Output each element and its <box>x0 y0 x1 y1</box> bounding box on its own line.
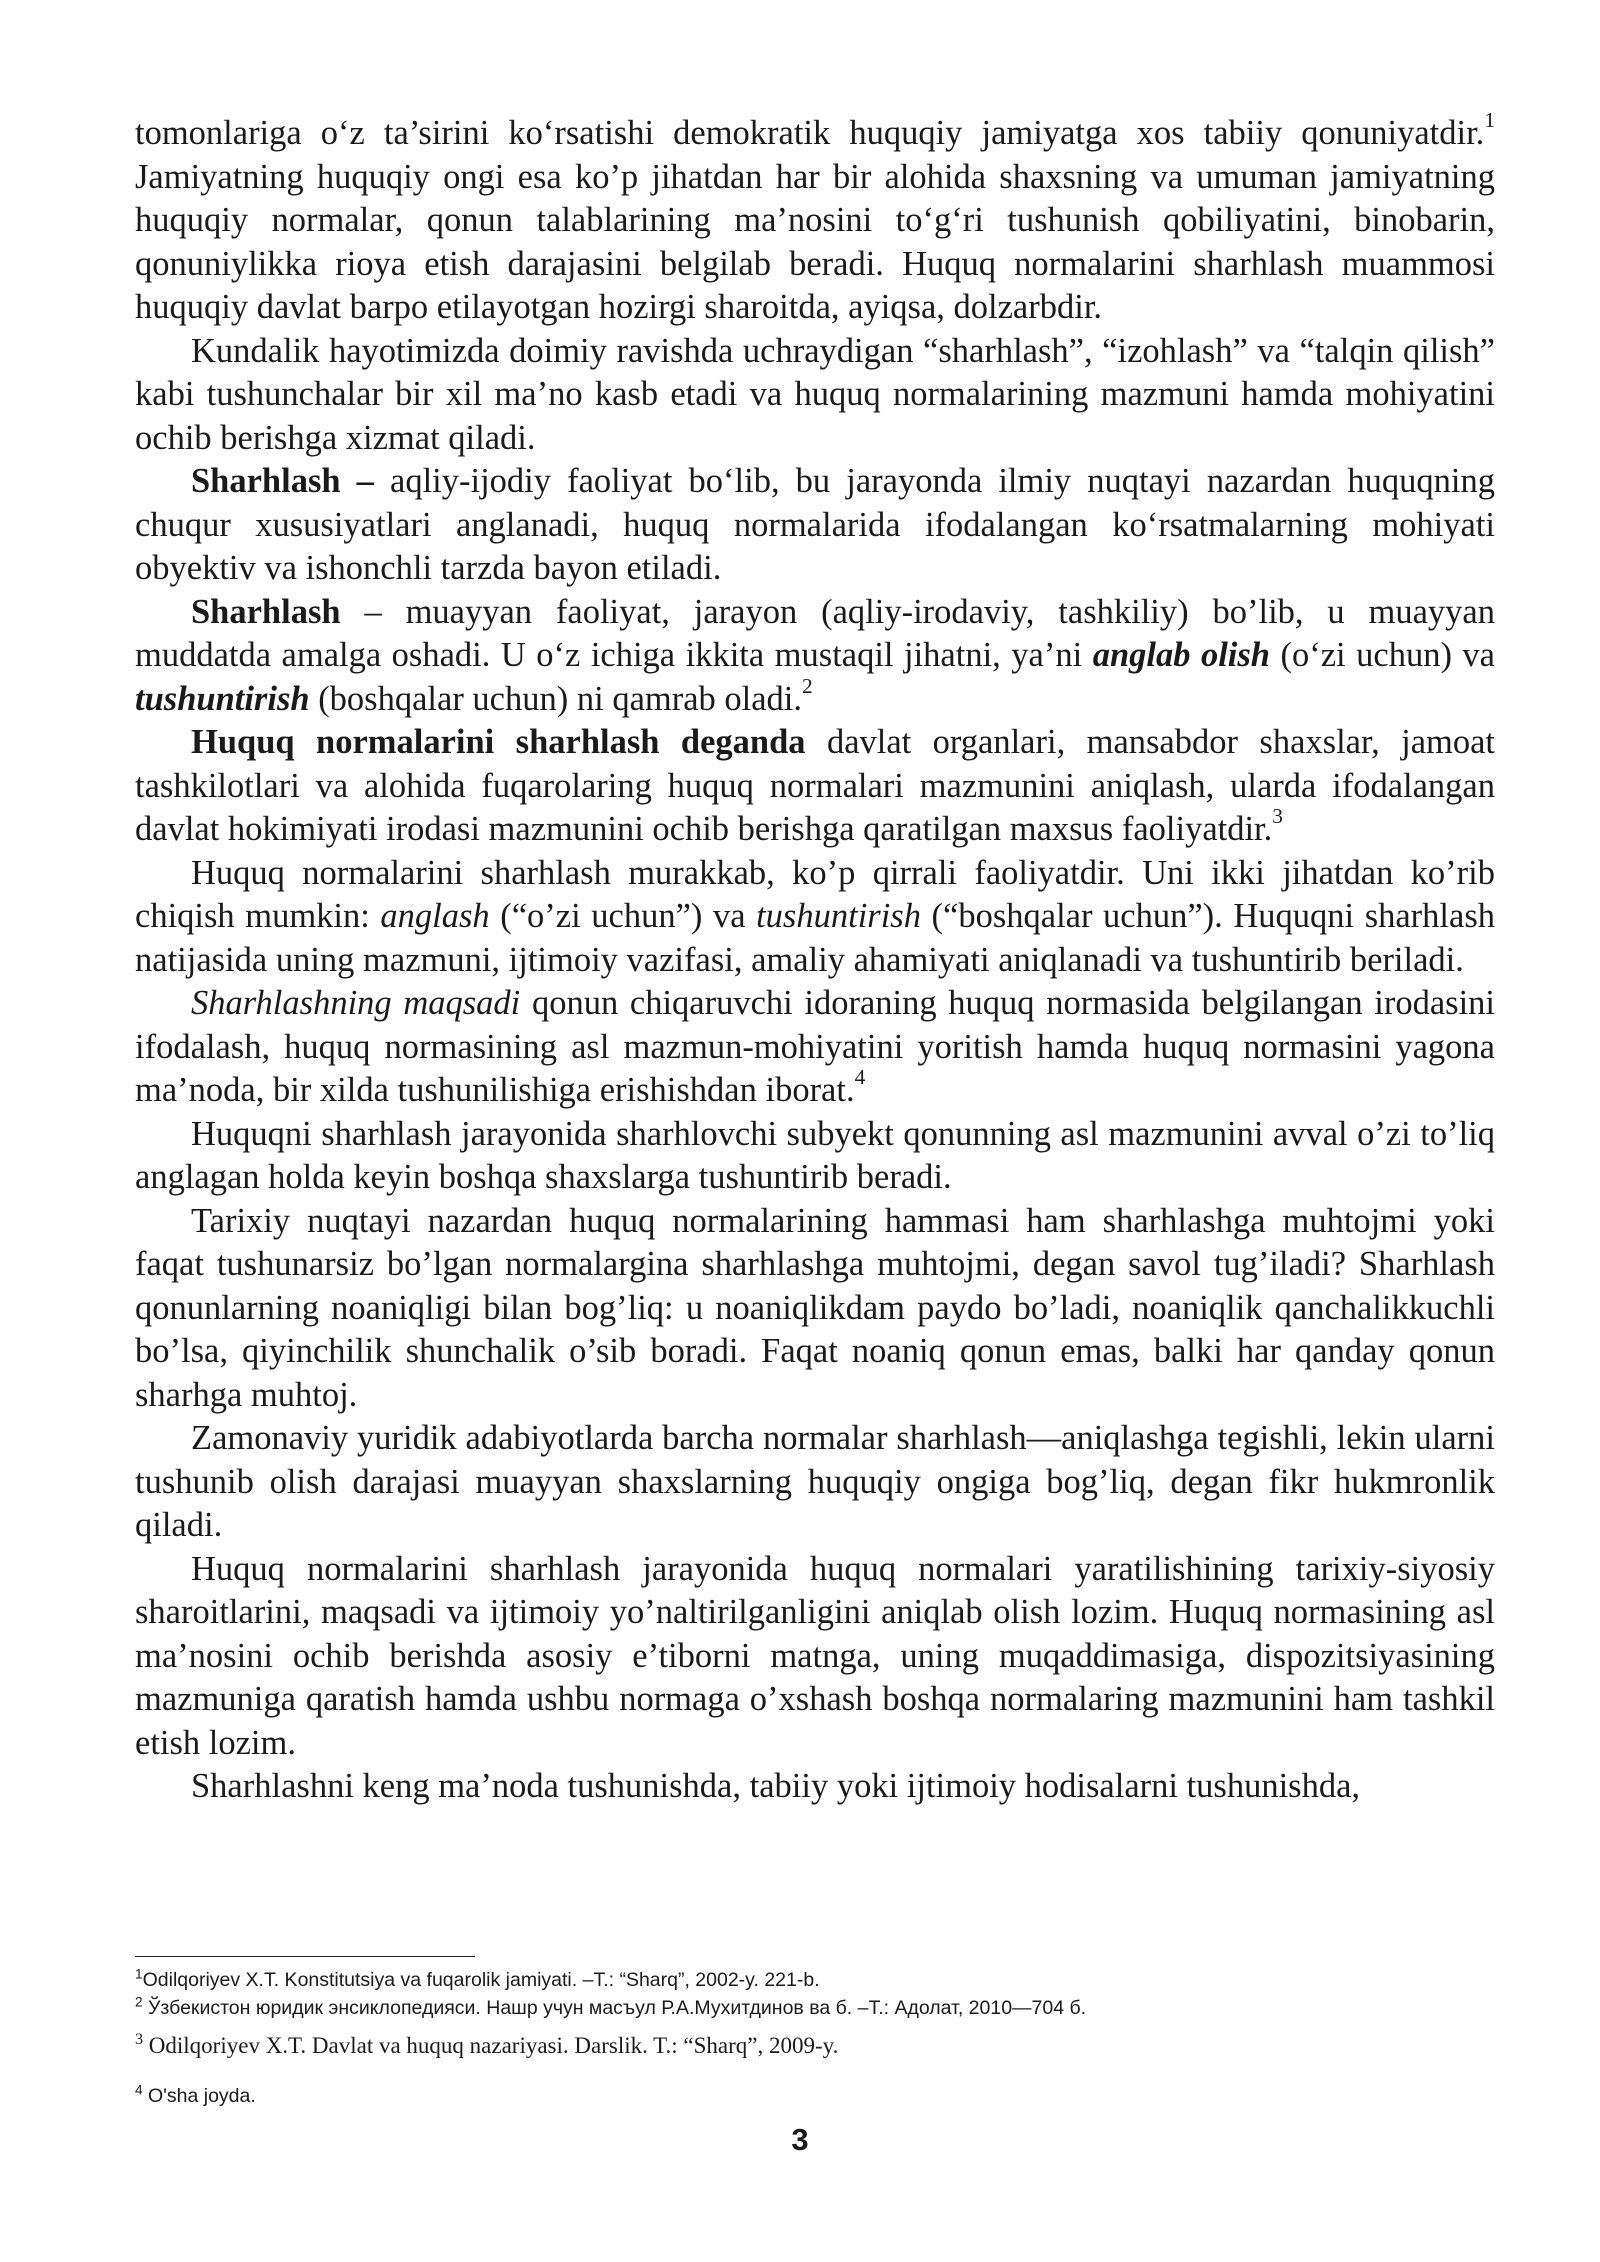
text-run: Sharhlash – <box>191 462 374 500</box>
paragraph <box>135 1765 1495 1809</box>
page-number: 3 <box>791 2122 809 2157</box>
footnote-1 <box>135 1966 1495 1994</box>
footnote-4 <box>135 2082 1495 2110</box>
paragraph <box>135 1200 1495 1418</box>
footnote-3 <box>135 2028 1495 2064</box>
footnote-text: O'sha joyda. <box>142 2085 256 2107</box>
footnote-reference: 4 <box>854 1064 866 1089</box>
footnote-2 <box>135 1994 1495 2022</box>
text-run: Huquqni sharhlash jarayonida sharhlovchi subyekt qonunning asl mazmunini avval o’zi to’liq anglagan holda keyin boshqa shaxslarga tushuntirib beradi. <box>135 1114 1495 1196</box>
text-run: Zamonaviy yuridik adabiyotlarda barcha normalar sharhlash—aniqlashga tegishli, lekin ularni tushunib olish darajasi muayyan shaxslarning huquqiy ongiga bog’liq, degan fikr hukmronlik qiladi. <box>135 1419 1495 1544</box>
footnote-text: Odilqoriyev X.T. Davlat va huquq nazariyasi. Darslik. T.: “Sharq”, 2009-y. <box>143 2033 839 2058</box>
paragraph <box>135 721 1495 852</box>
text-run: tushuntirish <box>135 679 310 718</box>
footnote-text: Odilqoriyev X.T. Konstitutsiya va fuqarolik jamiyati. –T.: “Sharq”, 2002-y. 221-b. <box>142 1969 820 1991</box>
footnote-number: 4 <box>135 2082 143 2098</box>
text-run: Kundalik hayotimizda doimiy ravishda uchraydigan “sharhlash”, “izohlash” va “talqin qilish” kabi tushunchalar bir xil ma’no kasb etadi va huquq normalarining mazmuni hamda mohiyatini ochib berishga xizmat qiladi. <box>135 331 1495 457</box>
text-run: davlat organlari, mansabdor shaxslar, jamoat tashkilotlari va alohida fuqarolaring huquq normalari mazmunini aniqlash, ularda ifodalangan davlat hokimiyati irodasi mazmunini ochib berishga qaratilgan maxsus faoliyatdir. <box>135 723 1496 848</box>
footnote-separator <box>135 1956 475 1957</box>
paragraph <box>135 982 1495 1113</box>
footnote-number: 3 <box>135 2031 144 2049</box>
text-run: anglab olish <box>1092 636 1270 674</box>
text-run: (o‘zi uchun) va <box>1270 636 1495 674</box>
footnote-number: 1 <box>135 1966 143 1982</box>
text-run: Tarixiy nuqtayi nazardan huquq normalarining hammasi ham sharhlashga muhtojmi yoki faqat tushunarsiz bo’lgan normalargina sharhlashga muhtojmi, degan savol tug’iladi? Sharhlash qonunlarning noaniqligi bilan bog’liq: u noaniqlikdam paydo bo’ladi, noaniqlik qanchalikkuchli bo’lsa, qiyinchilik shunchalik o’sib boradi. Faqat noaniq qonun emas, balki har qanday qonun sharhga muhtoj. <box>135 1201 1495 1414</box>
footnote-number: 2 <box>135 1994 143 2010</box>
paragraph <box>135 591 1495 722</box>
paragraph <box>135 1113 1495 1200</box>
text-run: (“boshqalar uchun”). Huquqni sharhlash natijasida uning mazmuni, ijtimoiy vazifasi, amaliy ahamiyati aniqlanadi va tushuntirib beriladi. <box>135 897 1495 979</box>
paragraph <box>135 460 1495 591</box>
text-run: Sharhlashni keng ma’noda tushunishda, tabiiy yoki ijtimoiy hodisalarni tushunishda, <box>191 1767 1361 1805</box>
text-run: tushuntirish <box>756 897 921 935</box>
text-run: anglash <box>380 897 490 935</box>
text-run: (“o’zi uchun”) va <box>489 897 757 935</box>
text-run: Jamiyatning huquqiy ongi esa ko’p jihatdan har bir alohida shaxsning va umuman jamiyatning huquqiy normalar, qonun talablarining ma’nosini to‘g‘ri tushunish qobiliyatini, binobarin, qonuniylikka rioya etish darajasini belgilab beradi. Huquq normalarini sharhlash muammosi huquqiy davlat barpo etilayotgan hozirgi sharoitda, ayiqsa, dolzarbdir. <box>135 157 1495 326</box>
paragraph <box>135 852 1495 983</box>
text-run: qonun chiqaruvchi idoraning huquq normasida belgilangan irodasini ifodalash, huquq normasining asl mazmun-mohiyatini yoritish hamda huquq normasini yagona ma’noda, bir xilda tushunilishiga erishishdan iborat. <box>135 984 1495 1109</box>
text-run: – muayyan faoliyat, jarayon (aqliy-irodaviy, tashkiliy) bo’lib, u muayyan muddatda amalga oshadi. U o‘z ichiga ikkita mustaqil jihatni, ya’ni <box>135 592 1495 674</box>
text-run: aqliy-ijodiy faoliyat bo‘lib, bu jarayonda ilmiy nuqtayi nazardan huquqning chuqur xususiyatlari anglanadi, huquq normalarida ifodalangan ko‘rsatmalarning mohiyati obyektiv va ishonchli tarzda bayon etiladi. <box>135 462 1496 587</box>
text-run: Huquq normalarini sharhlash murakkab, ko’p qirrali faoliyatdir. Uni ikki jihatdan ko’rib chiqish mumkin: <box>135 853 1495 935</box>
text-run: Sharhlashning maqsadi <box>191 984 521 1022</box>
footnote-reference: 1 <box>1484 107 1495 132</box>
paragraph <box>135 1548 1495 1766</box>
text-run: Huquq normalarini sharhlash jarayonida huquq normalari yaratilishining tarixiy-siyosiy sharoitlarini, maqsadi va ijtimoiy yo’naltirilganligini aniqlab olish lozim. Huquq normasining asl ma’nosini ochib berishda asosiy e’tiborni matnga, uning muqaddimasiga, dispozitsiyasining mazmuniga qaratish hamda ushbu normaga o’xshash boshqa normalaring mazmunini ham tashkil etish lozim. <box>135 1549 1495 1762</box>
text-run: tomonlariga o‘z ta’sirini ko‘rsatishi demokratik huquqiy jamiyatga xos tabiiy qonuniyatdir. <box>135 114 1485 152</box>
body-text <box>135 107 1496 1809</box>
footnote-reference: 2 <box>802 673 813 698</box>
footnote-text: Ўзбекистон юридик энсиклопедияси. Нашр учун масъул Р.А.Мухитдинов ва б. –Т.: Адолат, 2010—704 б. <box>142 1997 1087 2019</box>
text-run: Huquq normalarini sharhlash deganda <box>191 723 806 761</box>
paragraph <box>135 330 1495 461</box>
paragraph <box>135 1417 1495 1548</box>
footnotes <box>135 1966 1495 2110</box>
text-run: Sharhlash <box>191 592 341 631</box>
paragraph <box>135 107 1495 330</box>
text-run: (boshqalar uchun) ni qamrab oladi. <box>309 679 802 718</box>
footnote-reference: 3 <box>1272 803 1283 828</box>
